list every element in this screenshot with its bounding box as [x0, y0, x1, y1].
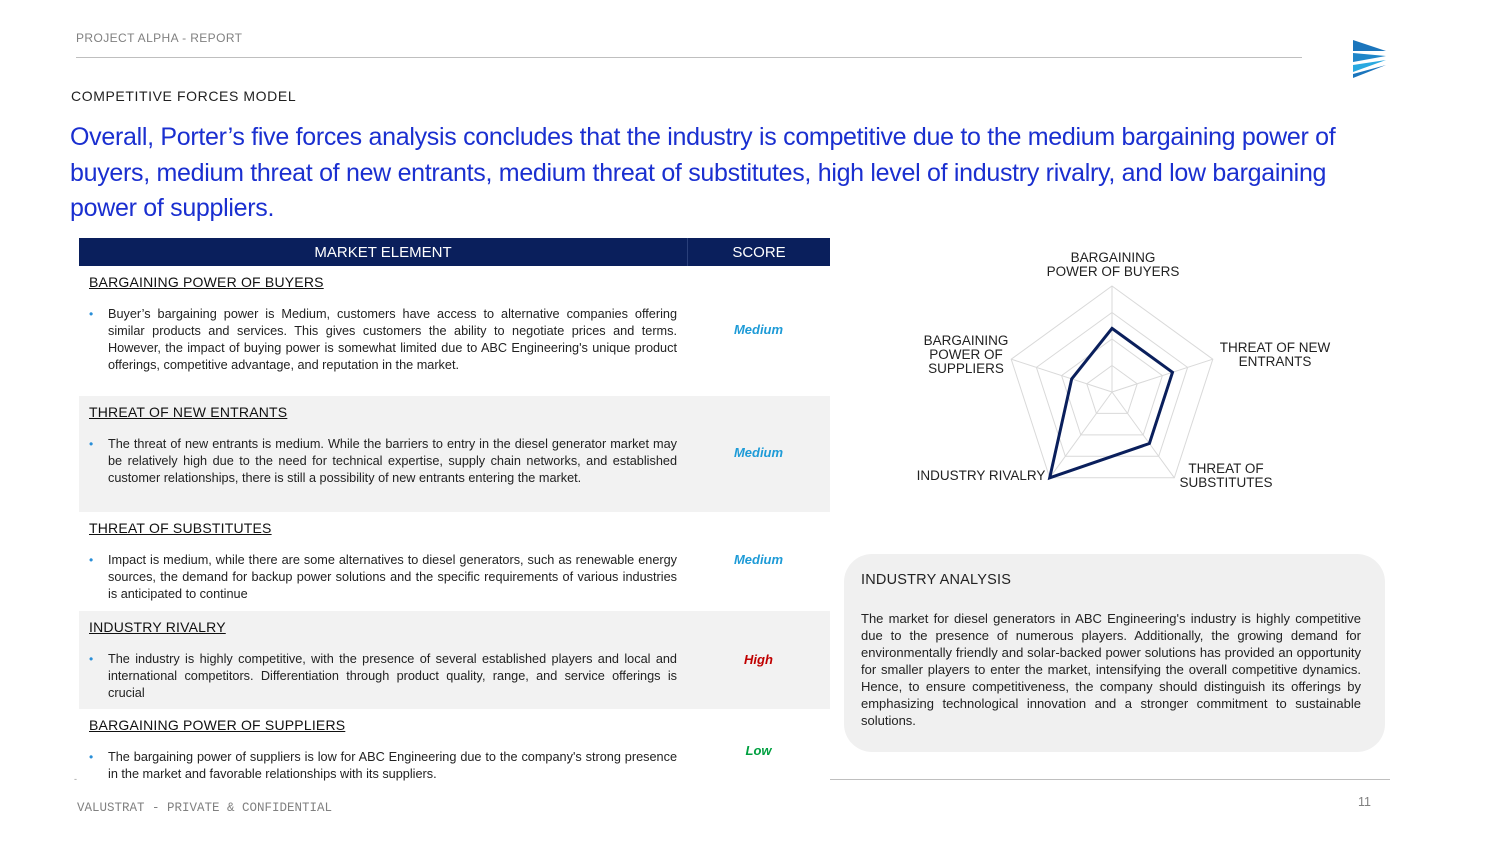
table-row [79, 266, 830, 396]
row-text: Impact is medium, while there are some alternatives to diesel generators, such as renewable energy sources, the demand for backup power solutions and the specific requirements of various industries is anticipated to continue [108, 553, 677, 601]
score-value: Medium [733, 552, 784, 567]
header-divider [76, 57, 1302, 58]
row-title: THREAT OF SUBSTITUTES [89, 520, 272, 536]
bullet-icon: • [89, 553, 94, 567]
radar-axis-label: THREAT OF SUBSTITUTES [1179, 461, 1273, 490]
radar-axis-label: BARGAINING POWER OF SUPPLIERS [923, 333, 1009, 376]
table-row [79, 709, 830, 789]
bullet-icon: • [89, 437, 94, 451]
row-text: Buyer’s bargaining power is Medium, customers have access to alternative companies offering similar products and services. This gives customers the ability to negotiate prices and terms. However, the impact of buying power is somewhat limited due to ABC Engineering's unique product offerings, competitive advantage, and reputation in the market. [108, 307, 677, 372]
table-row [79, 512, 830, 611]
radar-chart [900, 245, 1350, 505]
stray-dash: - [74, 774, 77, 784]
brand-logo-icon [1350, 38, 1388, 78]
table-header [79, 238, 830, 266]
bullet-icon: • [89, 307, 94, 321]
radar-axis-label: INDUSTRY RIVALRY [916, 468, 1046, 483]
radar-axis-label: BARGAINING POWER OF BUYERS [1046, 250, 1180, 279]
bullet-icon: • [89, 750, 94, 764]
score-value: Medium [733, 322, 784, 337]
report-header-label: PROJECT ALPHA - REPORT [76, 31, 243, 45]
radar-series-line [1050, 328, 1173, 477]
row-text: The industry is highly competitive, with the presence of several established players and local and international competitors. Differentiation through product quality, range, and service offerings is crucial [108, 652, 677, 700]
table-row [79, 396, 830, 512]
section-label: COMPETITIVE FORCES MODEL [71, 88, 297, 104]
row-text: The threat of new entrants is medium. While the barriers to entry in the diesel generator market may be relatively high due to the need for technical expertise, supply chain networks, and established customer relationships, there is still a possibility of new entrants entering the market. [108, 437, 677, 485]
forces-table [79, 238, 830, 789]
radar-axis-label: THREAT OF NEW ENTRANTS [1219, 340, 1331, 369]
radar-spoke [1011, 359, 1112, 392]
score-value: Medium [733, 445, 784, 460]
page-number: 11 [1358, 795, 1371, 809]
footer-divider [830, 779, 1390, 780]
row-title: BARGAINING POWER OF BUYERS [89, 274, 324, 290]
headline: Overall, Porter’s five forces analysis concludes that the industry is competitive due to the medium bargaining power of buyers, medium threat of new entrants, medium threat of substitutes, high level of industry rivalry, and low bargaining power of suppliers. [70, 123, 1336, 222]
score-value: Low [745, 743, 772, 758]
bullet-icon: • [89, 652, 94, 666]
industry-analysis-panel [844, 554, 1385, 752]
row-title: INDUSTRY RIVALRY [89, 619, 226, 635]
column-header-market-element: MARKET ELEMENT [79, 238, 688, 266]
industry-analysis-title: INDUSTRY ANALYSIS [861, 572, 1012, 588]
row-title: THREAT OF NEW ENTRANTS [89, 404, 288, 420]
score-value: High [744, 652, 773, 667]
column-header-score: SCORE [732, 243, 786, 261]
row-title: BARGAINING POWER OF SUPPLIERS [89, 717, 346, 733]
row-text: The bargaining power of suppliers is low for ABC Engineering due to the company's strong presence in the market and favorable relationships with its suppliers. [108, 750, 677, 781]
industry-analysis-text: The market for diesel generators in ABC Engineering's industry is highly competitive due to the presence of numerous players. Additionally, the growing demand for environmentally friendly and solar-backed power solutions has provided an opportunity for smaller players to enter the market, intensifying the overall competitive dynamics. Hence, to ensure competitiveness, the company should distinguish its offerings by emphasizing technological innovation and a stronger commitment to sustainable solutions. [861, 611, 1361, 728]
confidentiality-label: VALUSTRAT - PRIVATE & CONFIDENTIAL [77, 801, 333, 815]
table-row [79, 611, 830, 709]
